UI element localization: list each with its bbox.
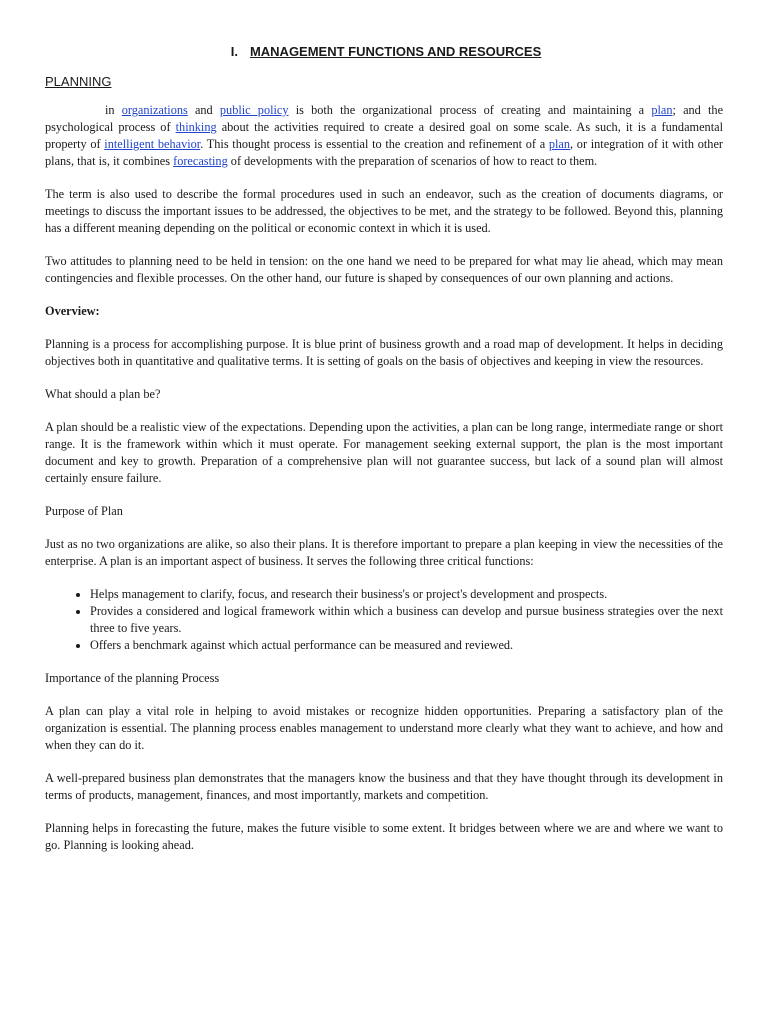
paragraph-two-attitudes: Two attitudes to planning need to be held in tension: on the one hand we need to be prepared for what may lie ahead, which may mean contingencies and flexible processes. On the other hand, our future is shaped by consequences of our own planning and actions. <box>45 254 723 285</box>
bullet-list-functions <box>45 586 723 654</box>
heading-purpose-of-plan: Purpose of Plan <box>45 504 123 518</box>
paragraph-planning-definition <box>45 102 723 170</box>
paragraph-vital-role: A plan can play a vital role in helping to avoid mistakes or recognize hidden opportunities. Preparing a satisfactory plan of the organization is essential. The planning process enables management to understand more clearly what they want to achieve, and how and when they can do it. <box>45 704 723 752</box>
title-number: I. <box>230 44 238 59</box>
text-span: in <box>105 103 122 117</box>
text-span: ; and the psychological process of <box>45 103 724 134</box>
paragraph-purpose: Just as no two organizations are alike, so also their plans. It is therefore important to prepare a plan keeping in view the necessities of the enterprise. A plan is an important aspect of business. It serves the following three critical functions: <box>45 537 723 568</box>
text-span: . This thought process is essential to the creation and refinement of a <box>200 137 549 151</box>
section-heading-planning: PLANNING <box>45 74 112 89</box>
link-plan-2[interactable]: plan <box>548 137 571 151</box>
document-title <box>45 42 723 61</box>
text-span: , or integration of it with other plans, that is, it combines <box>45 137 723 168</box>
link-forecasting[interactable]: forecasting <box>173 154 228 168</box>
list-item: • Offers a benchmark against which actual performance can be measured and reviewed. <box>90 637 723 654</box>
list-item: • Provides a considered and logical framework within which a business can develop and pursue business strategies over the next three to five years. <box>90 603 723 637</box>
document-page <box>45 42 723 870</box>
text-span: of developments with the preparation of scenarios of how to react to them. <box>227 154 598 168</box>
paragraph-realistic-view: A plan should be a realistic view of the expectations. Depending upon the activities, a plan can be long range, intermediate range or short range. It is the framework within which it must operate. For management seeking external support, the plan is the most important document and key to growth. Preparation of a comprehensive plan will not guarantee success, but lack of a sound plan will almost certainly ensure failure. <box>45 420 723 485</box>
link-plan[interactable]: plan <box>651 103 673 117</box>
title-text: MANAGEMENT FUNCTIONS AND RESOURCES <box>249 44 542 59</box>
question-what-should-a-plan-be: What should a plan be? <box>45 387 161 401</box>
link-thinking[interactable]: thinking <box>175 120 217 134</box>
heading-importance: Importance of the planning Process <box>45 671 220 685</box>
paragraph-forecasting-future: Planning helps in forecasting the future, makes the future visible to some extent. It bridges between where we are and where we want to go. Planning is looking ahead. <box>45 821 723 852</box>
list-item: • Helps management to clarify, focus, and research their business's or project's development and prospects. <box>90 586 723 603</box>
paragraph-formal-procedures: The term is also used to describe the formal procedures used in such an endeavor, such as the creation of documents diagrams, or meetings to discuss the important issues to be addressed, the objectives to be met, and the strategy to be followed. Beyond this, planning has a different meaning depending on the political or economic context in which it is used. <box>45 187 723 235</box>
text-span: is both the organizational process of creating and maintaining a <box>288 103 652 117</box>
paragraph-well-prepared: A well-prepared business plan demonstrates that the managers know the business and that they have thought through its development in terms of products, management, finances, and most importantly, markets and competition. <box>45 771 723 802</box>
paragraph-overview: Planning is a process for accomplishing purpose. It is blue print of business growth and a road map of development. It helps in deciding objectives both in quantitative and qualitative terms. It is setting of goals on the basis of objectives and keeping in view the resources. <box>45 337 723 368</box>
link-intelligent-behavior[interactable]: intelligent behavior <box>104 137 201 151</box>
text-span: about the activities required to create a desired goal on some scale. As such, it is a fundamental property of <box>45 120 723 151</box>
link-organizations[interactable]: organizations <box>121 103 188 117</box>
overview-heading: Overview: <box>45 304 100 318</box>
link-public-policy[interactable]: public policy <box>219 103 289 117</box>
text-span: and <box>187 103 220 117</box>
